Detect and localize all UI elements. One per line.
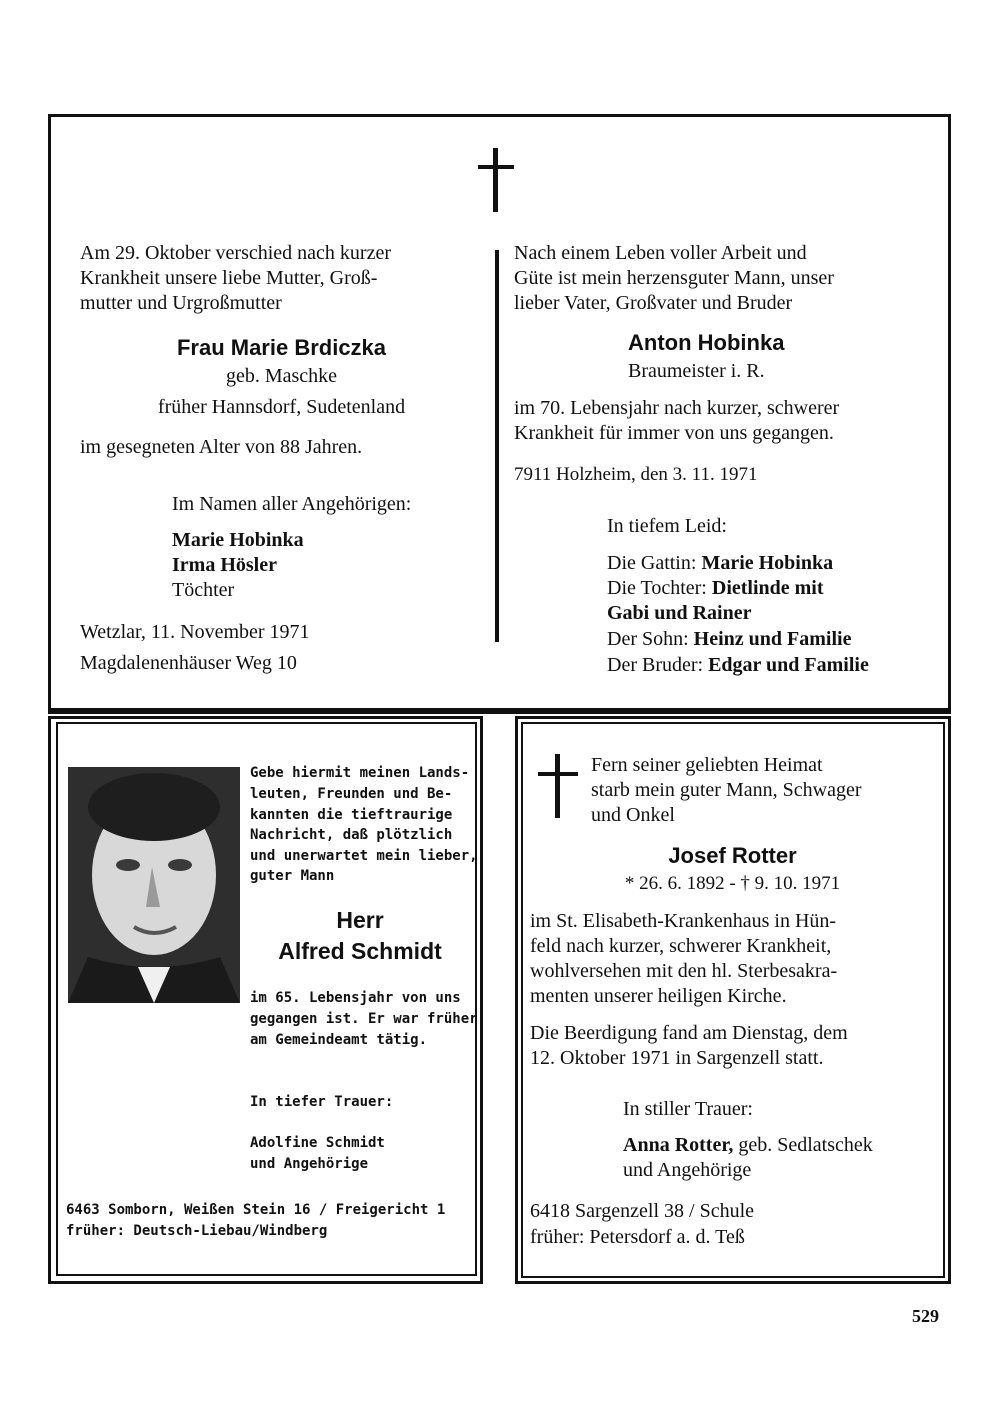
notice-intro-line: und unerwartet mein lieber, bbox=[250, 848, 478, 864]
notice-text-line: wohlversehen mit den hl. Sterbesakra- bbox=[530, 960, 838, 982]
family-label: Die Gattin: bbox=[607, 552, 697, 574]
notice-text-line: am Gemeindeamt tätig. bbox=[250, 1032, 428, 1048]
family-label: Der Bruder: bbox=[607, 654, 704, 676]
notice-intro-line: leuten, Freunden und Be- bbox=[250, 786, 453, 802]
relatives-line: und Angehörige bbox=[623, 1159, 752, 1181]
notice-intro-line: starb mein guter Mann, Schwager bbox=[591, 779, 862, 801]
family-line bbox=[607, 576, 824, 601]
address-line: 6418 Sargenzell 38 / Schule bbox=[530, 1200, 755, 1222]
notice-intro-line: kannten die tieftraurige bbox=[250, 807, 453, 823]
notice-intro-line: und Onkel bbox=[591, 804, 675, 826]
notice-intro-line: Am 29. Oktober verschied nach kurzer bbox=[80, 242, 391, 264]
family-names: Gabi und Rainer bbox=[607, 602, 752, 624]
former-residence: früher Hannsdorf, Sudetenland bbox=[157, 396, 406, 418]
mourner-name: Adolfine Schmidt bbox=[250, 1135, 385, 1151]
notice-text-line: gegangen ist. Er war früher bbox=[250, 1011, 478, 1027]
notice-intro-line: lieber Vater, Großvater und Bruder bbox=[514, 292, 793, 314]
family-names: Dietlinde mit bbox=[711, 577, 824, 599]
horizontal-rule bbox=[48, 708, 951, 714]
address-line: früher: Deutsch-Liebau/Windberg bbox=[66, 1223, 328, 1239]
life-dates: * 26. 6. 1892 - † 9. 10. 1971 bbox=[624, 873, 841, 894]
notice-intro-line: Nachricht, daß plötzlich bbox=[250, 827, 453, 843]
notice-intro-line: guter Mann bbox=[250, 868, 335, 884]
notice-text-line: im 70. Lebensjahr nach kurzer, schwerer bbox=[514, 397, 840, 419]
mourning-line: In tiefem Leid: bbox=[607, 515, 727, 537]
column-divider bbox=[495, 250, 499, 642]
notice-intro-line: Güte ist mein herzensguter Mann, unser bbox=[514, 267, 834, 289]
notice-intro-line: Krankheit unsere liebe Mutter, Groß- bbox=[80, 267, 378, 289]
address-line: Magdalenenhäuser Weg 10 bbox=[80, 652, 297, 674]
address-line: 6463 Somborn, Weißen Stein 16 / Freigericht 1 bbox=[66, 1202, 446, 1218]
portrait-image bbox=[68, 767, 240, 1003]
birth-name: geb. Maschke bbox=[225, 365, 338, 387]
mourner-name: Anna Rotter, bbox=[623, 1134, 734, 1156]
cross-icon bbox=[538, 754, 578, 818]
age-line: im gesegneten Alter von 88 Jahren. bbox=[80, 436, 363, 458]
place-date: 7911 Holzheim, den 3. 11. 1971 bbox=[514, 464, 758, 485]
relatives-line: und Angehörige bbox=[250, 1156, 369, 1172]
notice-text-line: menten unserer heiligen Kirche. bbox=[530, 985, 787, 1007]
mourner-line bbox=[623, 1133, 873, 1158]
family-label: Der Sohn: bbox=[607, 628, 689, 650]
cross-icon bbox=[478, 148, 514, 212]
place-date: Wetzlar, 11. November 1971 bbox=[80, 621, 310, 643]
deceased-name: Frau Marie Brdiczka bbox=[176, 335, 387, 360]
notice-intro-line: Fern seiner geliebten Heimat bbox=[591, 754, 823, 776]
family-label: Die Tochter: bbox=[607, 577, 707, 599]
deceased-name: Anton Hobinka bbox=[628, 330, 785, 355]
family-names: Heinz und Familie bbox=[693, 628, 852, 650]
mourning-line: In stiller Trauer: bbox=[623, 1098, 753, 1120]
mourner-birth-name: geb. Sedlatschek bbox=[733, 1134, 873, 1156]
family-line bbox=[607, 601, 751, 626]
notice-intro-line: Gebe hiermit meinen Lands- bbox=[250, 765, 470, 781]
notice-text-line: Krankheit für immer von uns gegangen. bbox=[514, 422, 834, 444]
relation-line: Töchter bbox=[172, 579, 235, 601]
notice-text-line: im St. Elisabeth-Krankenhaus in Hün- bbox=[530, 910, 837, 932]
deceased-title: Herr bbox=[336, 907, 384, 933]
deceased-title: Braumeister i. R. bbox=[628, 360, 765, 382]
page-number: 529 bbox=[912, 1306, 939, 1326]
notice-intro-line: Nach einem Leben voller Arbeit und bbox=[514, 242, 807, 264]
family-line bbox=[607, 653, 869, 678]
mourner-name: Irma Hösler bbox=[172, 554, 277, 576]
funeral-line: 12. Oktober 1971 in Sargenzell statt. bbox=[530, 1047, 824, 1069]
address-line: früher: Petersdorf a. d. Teß bbox=[530, 1226, 745, 1248]
family-line bbox=[607, 551, 833, 576]
deceased-name: Alfred Schmidt bbox=[278, 938, 442, 964]
on-behalf-line: Im Namen aller Angehörigen: bbox=[172, 493, 412, 515]
mourner-name: Marie Hobinka bbox=[172, 529, 304, 551]
notice-text-line: im 65. Lebensjahr von uns bbox=[250, 990, 461, 1006]
funeral-line: Die Beerdigung fand am Dienstag, dem bbox=[530, 1022, 848, 1044]
notice-intro-line: mutter und Urgroßmutter bbox=[80, 292, 282, 314]
family-line bbox=[607, 627, 851, 652]
family-names: Edgar und Familie bbox=[708, 654, 869, 676]
family-names: Marie Hobinka bbox=[701, 552, 834, 574]
deceased-name: Josef Rotter bbox=[668, 843, 797, 868]
notice-text-line: feld nach kurzer, schwerer Krankheit, bbox=[530, 935, 832, 957]
mourning-line: In tiefer Trauer: bbox=[250, 1094, 394, 1110]
portrait-photo bbox=[68, 767, 240, 1003]
